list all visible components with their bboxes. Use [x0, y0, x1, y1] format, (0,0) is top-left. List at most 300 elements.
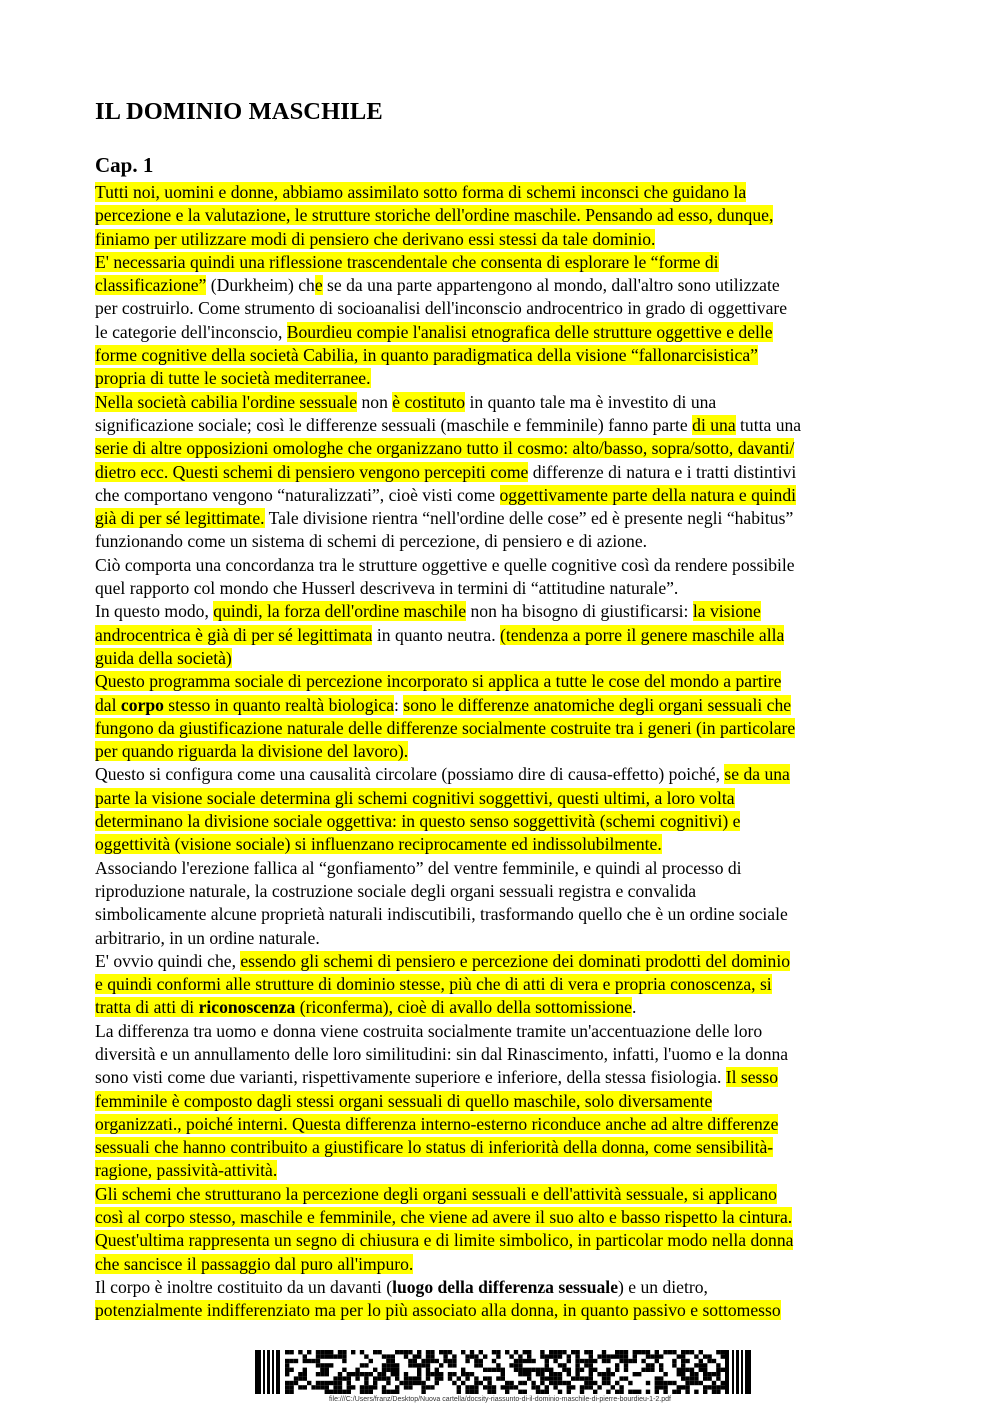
barcode-module: [338, 1372, 342, 1376]
barcode-module: [325, 1390, 329, 1394]
barcode-module: [373, 1368, 377, 1372]
barcode-module: [624, 1354, 628, 1358]
text-segment: In questo modo,: [95, 601, 214, 622]
barcode-module: [611, 1372, 615, 1376]
barcode-module: [404, 1372, 408, 1376]
barcode-module: [589, 1368, 593, 1372]
barcode-module: [391, 1363, 395, 1367]
barcode-module: [316, 1372, 320, 1376]
barcode-module: [523, 1359, 527, 1363]
barcode-module: [558, 1350, 562, 1354]
text-line: [95, 1043, 907, 1066]
barcode-module: [707, 1376, 711, 1380]
barcode-module: [426, 1359, 430, 1363]
barcode-module: [360, 1372, 364, 1376]
barcode-module: [575, 1368, 579, 1372]
barcode-module: [716, 1376, 720, 1380]
barcode-module: [584, 1385, 588, 1389]
barcode-module: [707, 1359, 711, 1363]
barcode-bar: [741, 1350, 743, 1394]
barcode-module: [364, 1385, 368, 1389]
barcode-module: [413, 1354, 417, 1358]
barcode-module: [316, 1350, 320, 1354]
barcode-module: [681, 1359, 685, 1363]
barcode-module: [703, 1376, 707, 1380]
barcode-module: [703, 1385, 707, 1389]
text-line: [95, 833, 907, 856]
barcode-module: [487, 1376, 491, 1380]
barcode-module: [593, 1368, 597, 1372]
barcode-bar: [732, 1350, 734, 1394]
barcode-module: [492, 1368, 496, 1372]
chapter-heading: Cap. 1: [95, 153, 154, 177]
barcode-module: [320, 1354, 324, 1358]
barcode-module: [619, 1350, 623, 1354]
barcode-module: [285, 1385, 289, 1389]
barcode-module: [417, 1363, 421, 1367]
text-segment: E' ovvio quindi che,: [95, 950, 241, 971]
highlighted-text: già di per sé legittimate.: [95, 508, 265, 529]
barcode-module: [439, 1350, 443, 1354]
barcode-module: [369, 1372, 373, 1376]
barcode-module: [624, 1359, 628, 1363]
barcode-module: [333, 1390, 337, 1394]
text-line: [95, 530, 907, 553]
barcode-module: [289, 1381, 293, 1385]
barcode-module: [589, 1350, 593, 1354]
barcode-module: [338, 1376, 342, 1380]
text-line: [95, 251, 907, 274]
document-title: IL DOMINIO MASCHILE: [95, 98, 383, 125]
barcode-module: [303, 1354, 307, 1358]
highlighted-text: fungono da giustificazione naturale delle differenze socialmente costruite tra i generi (in particolare: [95, 717, 796, 738]
text-segment: riproduzione naturale, la costruzione sociale degli organi sessuali registra e convalida: [95, 880, 697, 901]
barcode-module: [540, 1350, 544, 1354]
barcode-module: [320, 1363, 324, 1367]
barcode-module: [298, 1376, 302, 1380]
barcode-bar: [263, 1350, 265, 1394]
barcode-module: [580, 1390, 584, 1394]
barcode-module: [369, 1390, 373, 1394]
barcode-module: [386, 1354, 390, 1358]
barcode-module: [514, 1363, 518, 1367]
barcode-module: [470, 1372, 474, 1376]
barcode-module: [716, 1372, 720, 1376]
barcode-module: [417, 1381, 421, 1385]
barcode-module: [298, 1372, 302, 1376]
highlighted-text: la visione: [692, 601, 761, 622]
text-segment: Tale divisione rientra “nell'ordine delle cose” ed è presente negli “habitus”: [264, 508, 794, 529]
text-segment: (Durkheim) ch: [206, 275, 315, 296]
barcode-module: [435, 1359, 439, 1363]
text-segment: diversità e un annullamento delle loro similitudini: sin dal Rinascimento, infatti, l'uomo e la donna: [95, 1043, 789, 1064]
barcode-module: [382, 1385, 386, 1389]
barcode-module: [395, 1372, 399, 1376]
text-line: [95, 763, 907, 786]
barcode-module: [430, 1354, 434, 1358]
barcode-module: [501, 1376, 505, 1380]
barcode-module: [496, 1354, 500, 1358]
barcode-module: [615, 1390, 619, 1394]
barcode-module: [443, 1354, 447, 1358]
text-segment: in quanto neutra.: [372, 624, 500, 645]
barcode-module: [470, 1350, 474, 1354]
barcode-module: [338, 1350, 342, 1354]
barcode-module: [659, 1368, 663, 1372]
barcode-module: [615, 1354, 619, 1358]
text-line: [95, 950, 907, 973]
text-line: [95, 228, 907, 251]
barcode-module: [659, 1385, 663, 1389]
barcode-module: [426, 1354, 430, 1358]
barcode-module: [685, 1359, 689, 1363]
barcode-module: [685, 1376, 689, 1380]
barcode-module: [360, 1390, 364, 1394]
barcode-module: [487, 1381, 491, 1385]
barcode-module: [320, 1350, 324, 1354]
barcode-module: [452, 1372, 456, 1376]
barcode-module: [316, 1381, 320, 1385]
highlighted-text: Questo programma sociale di percezione incorporato si applica a tutte le cose del mondo a partire: [95, 671, 782, 692]
barcode-module: [703, 1372, 707, 1376]
barcode-module: [395, 1385, 399, 1389]
barcode-module: [395, 1376, 399, 1380]
highlighted-text: determinano la divisione sociale oggettiva: in questo senso soggettività (schemi cognitivi) e: [95, 811, 741, 832]
text-line: [95, 484, 907, 507]
barcode-module: [404, 1385, 408, 1389]
barcode-module: [523, 1381, 527, 1385]
barcode-module: [496, 1350, 500, 1354]
text-line: [95, 1113, 907, 1136]
barcode-module: [443, 1350, 447, 1354]
barcode-module: [650, 1354, 654, 1358]
barcode-module: [285, 1368, 289, 1372]
barcode-module: [382, 1376, 386, 1380]
barcode-module: [329, 1363, 333, 1367]
barcode-module: [584, 1376, 588, 1380]
barcode-module: [707, 1385, 711, 1389]
highlighted-text: serie di altre opposizioni omologhe che organizzano tutto il cosmo: alto/basso, sopra/sotto, davanti/: [95, 438, 795, 459]
barcode-module: [338, 1385, 342, 1389]
barcode-module: [439, 1372, 443, 1376]
barcode-module: [408, 1385, 412, 1389]
barcode-module: [395, 1368, 399, 1372]
barcode-module: [311, 1385, 315, 1389]
barcode-module: [619, 1354, 623, 1358]
barcode-module: [373, 1376, 377, 1380]
barcode-module: [342, 1376, 346, 1380]
barcode-module: [527, 1354, 531, 1358]
barcode-module: [549, 1381, 553, 1385]
barcode-module: [663, 1390, 667, 1394]
barcode-module: [641, 1368, 645, 1372]
barcode-module: [659, 1363, 663, 1367]
barcode-module: [553, 1354, 557, 1358]
barcode-module: [298, 1350, 302, 1354]
barcode-module: [487, 1385, 491, 1389]
barcode-module: [320, 1372, 324, 1376]
barcode-module: [360, 1350, 364, 1354]
highlighted-text: guida della società): [95, 647, 232, 668]
barcode-module: [637, 1350, 641, 1354]
barcode-module: [580, 1359, 584, 1363]
barcode-module: [316, 1385, 320, 1389]
barcode-module: [439, 1363, 443, 1367]
text-segment: tutta una: [735, 414, 802, 435]
barcode-module: [351, 1372, 355, 1376]
barcode-module: [677, 1372, 681, 1376]
barcode-module: [404, 1354, 408, 1358]
text-segment: Associando l'erezione fallica al “gonfiamento” del ventre femminile, e quindi al processo di: [95, 857, 742, 878]
highlighted-text: tratta di atti di: [95, 997, 199, 1018]
barcode-module: [584, 1359, 588, 1363]
text-segment: quel rapporto col mondo che Husserl descriveva in termini di “attitudine naturale”.: [95, 578, 679, 599]
barcode-module: [575, 1350, 579, 1354]
barcode-module: [311, 1359, 315, 1363]
barcode-module: [338, 1381, 342, 1385]
barcode-module: [342, 1354, 346, 1358]
barcode-module: [707, 1372, 711, 1376]
barcode-module: [549, 1368, 553, 1372]
barcode-module: [289, 1350, 293, 1354]
barcode-module: [721, 1381, 725, 1385]
highlighted-text: quindi, la forza dell'ordine maschile: [213, 601, 467, 622]
barcode-module: [448, 1363, 452, 1367]
barcode-module: [663, 1350, 667, 1354]
highlighted-text: è costituto: [392, 391, 466, 412]
barcode-module: [593, 1381, 597, 1385]
barcode-module: [536, 1385, 540, 1389]
barcode-module: [545, 1385, 549, 1389]
barcode-module: [426, 1372, 430, 1376]
barcode-module: [650, 1363, 654, 1367]
text-line: [95, 600, 907, 623]
barcode-module: [663, 1372, 667, 1376]
barcode-module: [347, 1372, 351, 1376]
barcode-module: [655, 1381, 659, 1385]
barcode-module: [606, 1368, 610, 1372]
barcode-module: [338, 1390, 342, 1394]
barcode-module: [703, 1354, 707, 1358]
highlighted-text: per quando riguarda la divisione del lavoro).: [95, 741, 409, 762]
barcode-module: [540, 1368, 544, 1372]
barcode-module: [611, 1354, 615, 1358]
barcode-module: [373, 1385, 377, 1389]
barcode-module: [377, 1350, 381, 1354]
barcode-module: [633, 1372, 637, 1376]
barcode-module: [690, 1350, 694, 1354]
highlighted-text: Il sesso: [725, 1067, 779, 1088]
barcode-module: [690, 1372, 694, 1376]
highlighted-text: e quindi conformi alle strutture di dominio stesse, più che di atti di vera e propria conoscenza, si: [95, 974, 772, 995]
barcode-module: [716, 1363, 720, 1367]
highlighted-text: Quest'ultima rappresenta un segno di chiusura e di limite simbolico, in particolar modo nella donna: [95, 1230, 794, 1251]
barcode-module: [659, 1354, 663, 1358]
barcode-module: [540, 1390, 544, 1394]
barcode-module: [593, 1390, 597, 1394]
barcode-module: [417, 1350, 421, 1354]
barcode-module: [329, 1354, 333, 1358]
barcode-module: [606, 1390, 610, 1394]
barcode-module: [606, 1381, 610, 1385]
barcode-module: [637, 1372, 641, 1376]
text-line: [95, 1136, 907, 1159]
barcode-module: [602, 1350, 606, 1354]
barcode-module: [294, 1381, 298, 1385]
barcode-module: [303, 1359, 307, 1363]
barcode-module: [505, 1381, 509, 1385]
barcode-module: [492, 1359, 496, 1363]
barcode-module: [694, 1354, 698, 1358]
barcode-bar: [736, 1350, 739, 1394]
footer-file-path: file:///C:/Users/franz/Desktop/Nuova cartella/docsity-riassunto-di-il-dominio-maschile-di-pierre-bourdieu-1-2.pdf: [329, 1396, 671, 1403]
barcode-module: [285, 1390, 289, 1394]
barcode-module: [558, 1372, 562, 1376]
barcode-module: [523, 1372, 527, 1376]
barcode-module: [580, 1385, 584, 1389]
barcode-module: [681, 1385, 685, 1389]
barcode-module: [391, 1354, 395, 1358]
barcode-module: [681, 1363, 685, 1367]
barcode-module: [435, 1376, 439, 1380]
barcode-module: [509, 1363, 513, 1367]
text-line: [95, 181, 907, 204]
barcode-module: [685, 1368, 689, 1372]
barcode-module: [545, 1390, 549, 1394]
barcode-module: [509, 1381, 513, 1385]
barcode-module: [329, 1390, 333, 1394]
barcode-module: [633, 1354, 637, 1358]
highlighted-text: Gli schemi che strutturano la percezione degli organi sessuali e dell'attività sessuale, si applicano: [95, 1183, 777, 1204]
highlighted-text: E' necessaria quindi una riflessione trascendentale che consenta di esplorare le “forme di: [95, 251, 719, 272]
barcode-module: [439, 1376, 443, 1380]
barcode-module: [659, 1381, 663, 1385]
barcode-module: [694, 1390, 698, 1394]
barcode-module: [320, 1385, 324, 1389]
highlighted-text: così al corpo stesso, maschile e femminile, che viene ad avere il suo alto e basso rispetto la cintura.: [95, 1207, 793, 1228]
barcode-module: [606, 1372, 610, 1376]
barcode-module: [325, 1363, 329, 1367]
text-segment: Ciò comporta una concordanza tra le strutture oggettive e quelle cognitive così da rendere possibile: [95, 554, 795, 575]
barcode-module: [351, 1350, 355, 1354]
highlighted-text: di una: [692, 414, 736, 435]
text-line: [95, 577, 907, 600]
barcode-module: [325, 1385, 329, 1389]
barcode-module: [360, 1385, 364, 1389]
barcode-module: [465, 1354, 469, 1358]
barcode-module: [505, 1350, 509, 1354]
barcode-module: [690, 1376, 694, 1380]
barcode-module: [518, 1381, 522, 1385]
barcode-module: [452, 1363, 456, 1367]
barcode-module: [553, 1385, 557, 1389]
barcode-module: [465, 1359, 469, 1363]
text-segment: che comportano vengono “naturalizzati”, cioè visti come: [95, 484, 500, 505]
barcode-module: [505, 1390, 509, 1394]
barcode-module: [479, 1350, 483, 1354]
barcode-module: [448, 1350, 452, 1354]
barcode-module: [377, 1372, 381, 1376]
text-segment: se da una parte appartengono al mondo, dall'altro sono utilizzate: [322, 275, 780, 296]
barcode-module: [655, 1385, 659, 1389]
barcode-module: [707, 1354, 711, 1358]
barcode-module: [589, 1372, 593, 1376]
barcode-module: [391, 1368, 395, 1372]
barcode-module: [457, 1376, 461, 1380]
barcode-module: [347, 1390, 351, 1394]
text-line: [95, 437, 907, 460]
barcode-module: [316, 1354, 320, 1358]
barcode-module: [426, 1385, 430, 1389]
barcode-module: [435, 1368, 439, 1372]
barcode-module: [364, 1363, 368, 1367]
barcode-module: [430, 1350, 434, 1354]
barcode-module: [672, 1350, 676, 1354]
text-segment: per costruirlo. Come strumento di socioanalisi dell'inconscio androcentrico in grado di oggettivare: [95, 298, 788, 319]
barcode-module: [589, 1359, 593, 1363]
barcode-module: [694, 1376, 698, 1380]
barcode-module: [716, 1368, 720, 1372]
barcode-module: [549, 1376, 553, 1380]
barcode-module: [408, 1376, 412, 1380]
barcode-module: [360, 1363, 364, 1367]
barcode-module: [364, 1390, 368, 1394]
barcode-module: [672, 1363, 676, 1367]
barcode-module: [474, 1354, 478, 1358]
barcode-module: [553, 1350, 557, 1354]
text-segment: le categorie dell'inconscio,: [95, 321, 287, 342]
barcode-module: [399, 1381, 403, 1385]
barcode-module: [659, 1376, 663, 1380]
highlighted-text: sessuali che hanno contribuito a giustificare lo status di inferiorità della donna, come sensibilità-: [95, 1137, 774, 1158]
text-line: [95, 717, 907, 740]
barcode-module: [417, 1354, 421, 1358]
barcode-module: [518, 1354, 522, 1358]
barcode-module: [685, 1390, 689, 1394]
barcode-module: [430, 1385, 434, 1389]
barcode-module: [479, 1363, 483, 1367]
barcode-module: [413, 1363, 417, 1367]
barcode-module: [685, 1385, 689, 1389]
barcode-module: [386, 1359, 390, 1363]
highlighted-text: forme cognitive della società Cabilia, in quanto paradigmatica della visione “fallonarcisistica”: [95, 345, 758, 366]
barcode-module: [461, 1381, 465, 1385]
barcode-module: [303, 1372, 307, 1376]
highlighted-text: corpo: [120, 694, 164, 715]
barcode-module: [655, 1359, 659, 1363]
highlighted-text: (tendenza a porre il genere maschile alla: [500, 624, 785, 645]
barcode-module: [501, 1372, 505, 1376]
barcode-module: [325, 1372, 329, 1376]
barcode-module: [615, 1350, 619, 1354]
text-segment: arbitrario, in un ordine naturale.: [95, 927, 320, 948]
barcode-module: [285, 1350, 289, 1354]
text-line: [95, 996, 907, 1019]
barcode-bar: [272, 1350, 274, 1394]
text-line: [95, 367, 907, 390]
barcode-module: [303, 1385, 307, 1389]
barcode-module: [699, 1368, 703, 1372]
barcode-module: [399, 1350, 403, 1354]
barcode-module: [369, 1385, 373, 1389]
text-line: [95, 1229, 907, 1252]
barcode-module: [474, 1385, 478, 1389]
barcode-module: [694, 1381, 698, 1385]
barcode-module: [435, 1381, 439, 1385]
text-line: [95, 1066, 907, 1089]
barcode-module: [443, 1359, 447, 1363]
barcode-module: [492, 1390, 496, 1394]
